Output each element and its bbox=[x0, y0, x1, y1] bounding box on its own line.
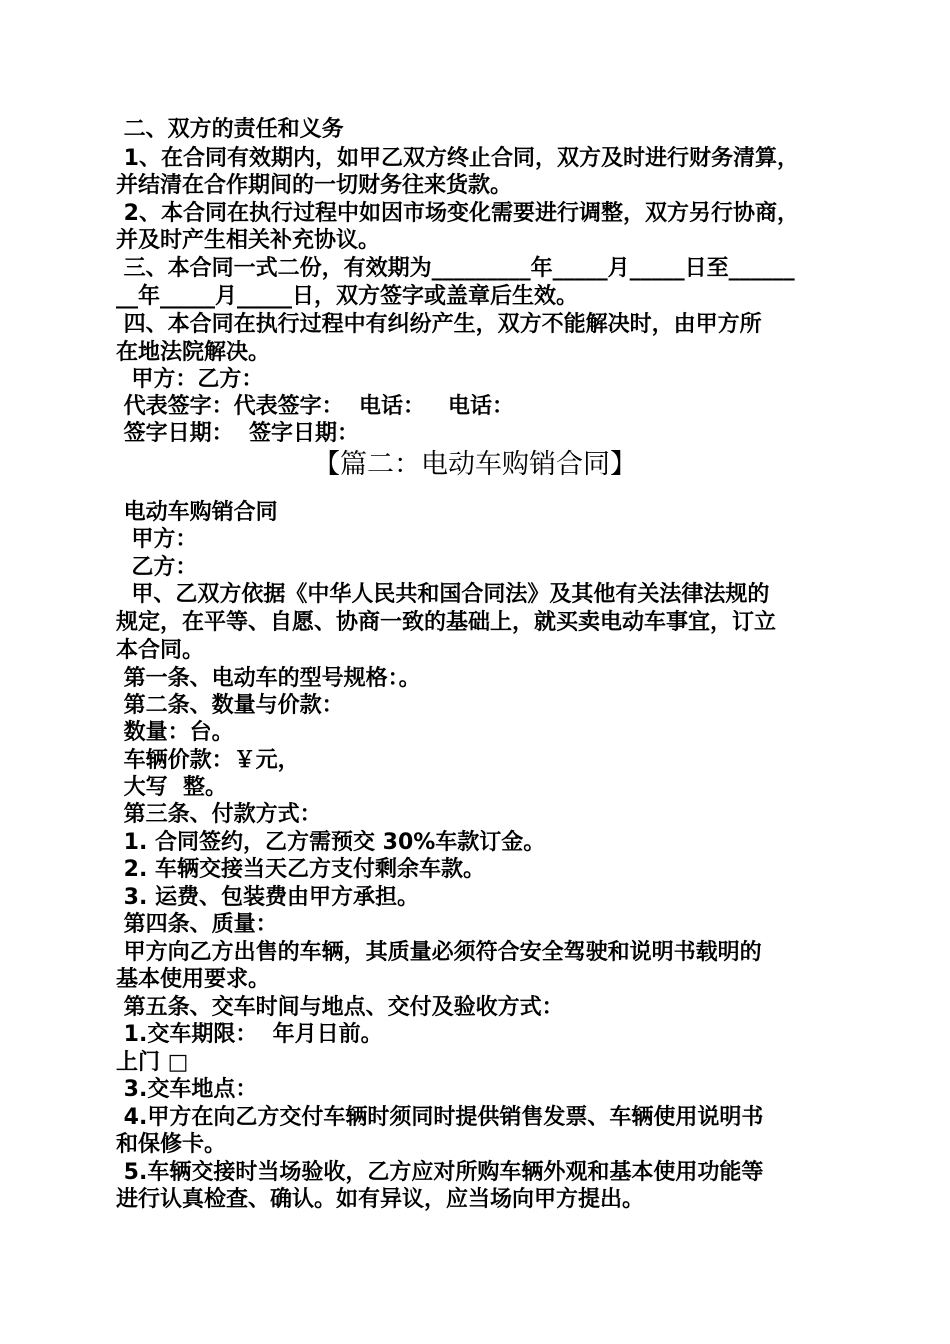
paragraph-line: 基本使用要求。 bbox=[116, 967, 271, 992]
signature-line: 代表签字：代表签字： 电话： 电话： bbox=[116, 394, 514, 419]
article-1: 第一条、电动车的型号规格：。 bbox=[116, 666, 421, 691]
delivery-item: 5.车辆交接时当场验收，乙方应对所购车辆外观和基本使用功能等 bbox=[116, 1160, 764, 1185]
contract-title: 电动车购销合同 bbox=[116, 500, 278, 525]
signing-date-line: 签字日期： 签字日期： bbox=[116, 421, 359, 446]
delivery-item: 上门 □ bbox=[116, 1050, 189, 1075]
delivery-item: 和保修卡。 bbox=[116, 1132, 227, 1157]
party-b-line: 乙方： bbox=[116, 555, 198, 580]
article-4: 第四条、质量： bbox=[116, 912, 278, 937]
payment-item: 1. 合同签约，乙方需预交 30%车款订金。 bbox=[116, 830, 546, 855]
article-2: 第二条、数量与价款： bbox=[116, 693, 344, 718]
paragraph-line: 并结清在合作期间的一切财务往来货款。 bbox=[116, 173, 513, 198]
parties-line: 甲方：乙方： bbox=[116, 367, 264, 392]
paragraph-line: 规定，在平等、自愿、协商一致的基础上，就买卖电动车事宜，订立 bbox=[116, 610, 777, 635]
party-a-line: 甲方： bbox=[116, 527, 198, 552]
delivery-item: 4.甲方在向乙方交付车辆时须同时提供销售发票、车辆使用说明书 bbox=[116, 1105, 764, 1130]
quantity-line: 数量：台。 bbox=[116, 720, 234, 745]
price-line: 车辆价款：￥元， bbox=[116, 748, 300, 773]
payment-item: 3. 运费、包装费由甲方承担。 bbox=[116, 885, 419, 910]
paragraph-line: 并及时产生相关补充协议。 bbox=[116, 228, 381, 253]
paragraph-line: 甲、乙双方依据《中华人民共和国合同法》及其他有关法律法规的 bbox=[116, 582, 770, 607]
section-title: 二、双方的责任和义务 bbox=[116, 117, 344, 142]
paragraph-line: __年_____月_____日，双方签字或盖章后生效。 bbox=[116, 284, 579, 309]
capital-amount-line: 大写 整。 bbox=[116, 775, 227, 800]
paragraph-line: 本合同。 bbox=[116, 638, 205, 663]
paragraph-line: 在地法院解决。 bbox=[116, 340, 271, 365]
article-3: 第三条、付款方式： bbox=[116, 802, 322, 827]
paragraph-line: 甲方向乙方出售的车辆，其质量必须符合安全驾驶和说明书载明的 bbox=[116, 940, 762, 965]
paragraph-line: 四、本合同在执行过程中有纠纷产生，双方不能解决时，由甲方所 bbox=[116, 312, 762, 337]
delivery-item: 1.交车期限： 年月日前。 bbox=[116, 1022, 383, 1047]
delivery-item: 进行认真检查、确认。如有异议，应当场向甲方提出。 bbox=[116, 1187, 645, 1212]
delivery-item: 3.交车地点： bbox=[116, 1077, 258, 1102]
article-5: 第五条、交车时间与地点、交付及验收方式： bbox=[116, 995, 564, 1020]
paragraph-line: 1、在合同有效期内，如甲乙双方终止合同，双方及时进行财务清算， bbox=[116, 146, 799, 171]
paragraph-line: 2、本合同在执行过程中如因市场变化需要进行调整，双方另行协商， bbox=[116, 201, 799, 226]
paragraph-line: 三、本合同一式二份，有效期为_________年_____月_____日至______ bbox=[116, 256, 795, 281]
section-heading: 【篇二：电动车购销合同】 bbox=[313, 449, 637, 480]
payment-item: 2. 车辆交接当天乙方支付剩余车款。 bbox=[116, 857, 485, 882]
